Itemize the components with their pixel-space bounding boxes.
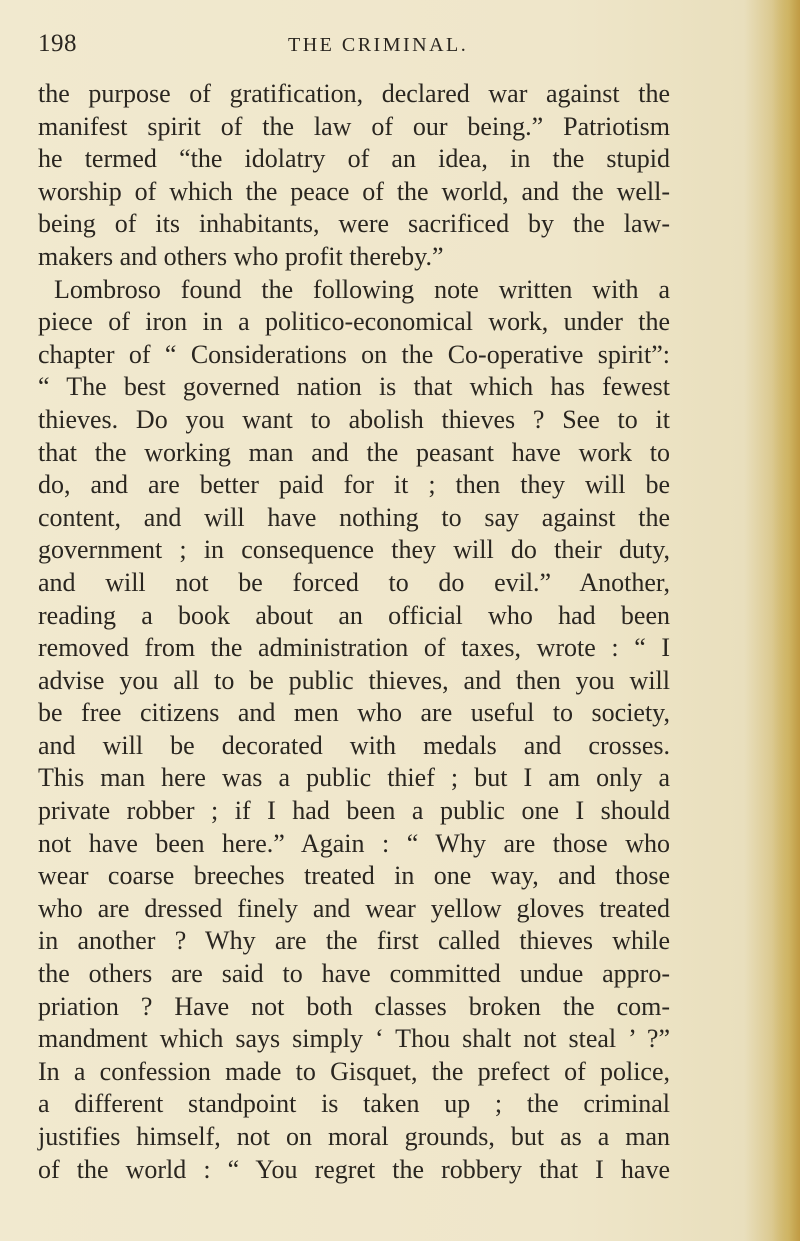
text-line: Lombroso found the following note written with a xyxy=(54,274,670,304)
body-text xyxy=(38,78,670,1186)
text-line: removed from the administration of taxes, wrote : “ I xyxy=(38,633,670,663)
text-line: that the working man and the peasant have work to xyxy=(38,437,670,467)
text-line: This man here was a public thief ; but I am only a xyxy=(38,763,670,793)
text-line: not have been here.” Again : “ Why are those who xyxy=(38,828,670,858)
text-line: content, and will have nothing to say against the xyxy=(38,502,670,532)
text-line: and will not be forced to do evil.” Another, xyxy=(38,567,670,597)
text-line: government ; in consequence they will do their duty, xyxy=(38,535,670,565)
text-line: thieves. Do you want to abolish thieves ? See to it xyxy=(38,404,670,434)
running-title: THE CRIMINAL. xyxy=(288,34,469,56)
text-line: manifest spirit of the law of our being.” Patriotism xyxy=(38,111,670,141)
text-line: chapter of “ Considerations on the Co-operative spirit”: xyxy=(38,339,670,369)
text-line: private robber ; if I had been a public one I should xyxy=(38,796,670,826)
page-number: 198 xyxy=(38,30,77,57)
text-line: justifies himself, not on moral grounds, but as a man xyxy=(38,1122,670,1151)
text-line: mandment which says simply ‘ Thou shalt not steal ’ ?” xyxy=(38,1024,670,1054)
page-edge-shading xyxy=(772,0,800,1241)
text-line: piece of iron in a politico-economical work, under the xyxy=(38,307,670,337)
text-line: a different standpoint is taken up ; the criminal xyxy=(38,1089,670,1119)
text-line: of the world : “ You regret the robbery that I have xyxy=(38,1154,670,1184)
text-line: wear coarse breeches treated in one way, and those xyxy=(38,861,670,891)
text-line: In a confession made to Gisquet, the prefect of police, xyxy=(38,1056,670,1086)
text-line: he termed “the idolatry of an idea, in the stupid xyxy=(38,144,670,174)
text-line: in another ? Why are the first called thieves while xyxy=(38,926,670,956)
text-line: and will be decorated with medals and crosses. xyxy=(38,730,670,760)
text-line: makers and others who profit thereby.” xyxy=(38,241,444,271)
text-line: be free citizens and men who are useful to society, xyxy=(38,698,670,728)
text-line: reading a book about an official who had been xyxy=(38,600,670,630)
text-line: worship of which the peace of the world, and the well- xyxy=(38,176,670,206)
text-line: priation ? Have not both classes broken the com- xyxy=(38,991,670,1021)
text-line: advise you all to be public thieves, and then you will xyxy=(38,665,670,695)
text-line: who are dressed finely and wear yellow gloves treated xyxy=(38,893,670,923)
text-line: being of its inhabitants, were sacrificed by the law- xyxy=(38,209,670,239)
text-line: “ The best governed nation is that which has fewest xyxy=(38,372,670,402)
running-head xyxy=(38,30,658,64)
text-line: do, and are better paid for it ; then they will be xyxy=(38,470,670,500)
text-line: the purpose of gratification, declared war against the xyxy=(38,79,670,108)
text-line: the others are said to have committed undue appro- xyxy=(38,959,670,989)
